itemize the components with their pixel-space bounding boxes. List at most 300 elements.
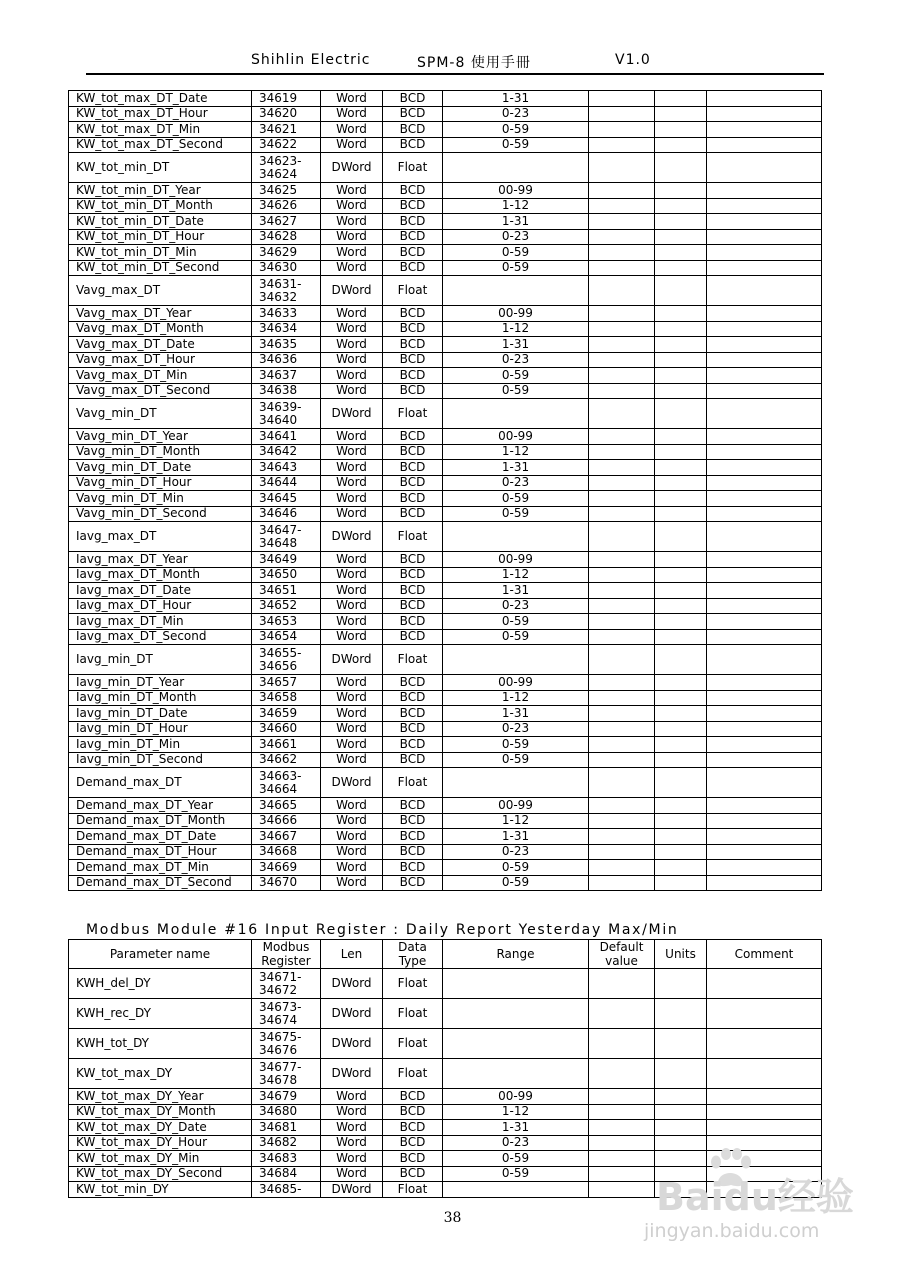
- range-cell: 0-59: [443, 1166, 589, 1182]
- data-type-cell: BCD: [383, 1135, 443, 1151]
- data-type-cell: BCD: [383, 721, 443, 737]
- comment-cell: [707, 214, 822, 230]
- table-row: [69, 844, 822, 860]
- units-cell: [655, 260, 707, 276]
- data-type-cell: Float: [383, 969, 443, 999]
- units-cell: [655, 491, 707, 507]
- table-row: [69, 1059, 822, 1089]
- range-cell: [443, 645, 589, 675]
- len-cell: Word: [321, 706, 383, 722]
- comment-cell: [707, 260, 822, 276]
- parameter-name-cell: Vavg_max_DT_Hour: [69, 352, 252, 368]
- modbus-register-cell: 34653: [252, 614, 321, 630]
- parameter-name-cell: Iavg_min_DT_Month: [69, 690, 252, 706]
- default-value-cell: [589, 429, 655, 445]
- len-cell: Word: [321, 444, 383, 460]
- units-cell: [655, 629, 707, 645]
- data-type-cell: Float: [383, 1182, 443, 1198]
- modbus-register-cell: 34633: [252, 306, 321, 322]
- len-cell: Word: [321, 1151, 383, 1167]
- len-cell: Word: [321, 690, 383, 706]
- table-row: [69, 737, 822, 753]
- len-cell: Word: [321, 798, 383, 814]
- data-type-cell: Float: [383, 399, 443, 429]
- units-cell: [655, 598, 707, 614]
- default-value-cell: [589, 1104, 655, 1120]
- comment-cell: [707, 383, 822, 399]
- modbus-register-cell: 34659: [252, 706, 321, 722]
- default-value-cell: [589, 598, 655, 614]
- data-type-cell: BCD: [383, 598, 443, 614]
- units-cell: [655, 875, 707, 891]
- table-row: [69, 91, 822, 107]
- data-type-cell: BCD: [383, 91, 443, 107]
- range-cell: 0-59: [443, 137, 589, 153]
- modbus-register-cell: 34639- 34640: [252, 399, 321, 429]
- default-value-cell: [589, 1059, 655, 1089]
- default-value-cell: [589, 352, 655, 368]
- comment-cell: [707, 183, 822, 199]
- default-value-cell: [589, 706, 655, 722]
- default-value-cell: [589, 444, 655, 460]
- len-cell: DWord: [321, 276, 383, 306]
- range-cell: 0-59: [443, 860, 589, 876]
- len-cell: DWord: [321, 153, 383, 183]
- table-row: [69, 321, 822, 337]
- parameter-name-cell: Iavg_min_DT_Date: [69, 706, 252, 722]
- comment-cell: [707, 1120, 822, 1136]
- range-cell: 1-31: [443, 1120, 589, 1136]
- modbus-register-cell: 34637: [252, 368, 321, 384]
- comment-cell: [707, 798, 822, 814]
- comment-cell: [707, 860, 822, 876]
- modbus-register-cell: 34622: [252, 137, 321, 153]
- range-cell: 0-59: [443, 368, 589, 384]
- data-type-cell: BCD: [383, 583, 443, 599]
- comment-cell: [707, 675, 822, 691]
- modbus-register-cell: 34643: [252, 460, 321, 476]
- units-cell: [655, 245, 707, 261]
- table-row: [69, 798, 822, 814]
- len-cell: Word: [321, 214, 383, 230]
- comment-cell: [707, 829, 822, 845]
- len-cell: Word: [321, 460, 383, 476]
- modbus-register-cell: 34680: [252, 1104, 321, 1120]
- data-type-cell: BCD: [383, 429, 443, 445]
- modbus-register-cell: 34675- 34676: [252, 1029, 321, 1059]
- parameter-name-cell: Vavg_max_DT_Month: [69, 321, 252, 337]
- data-type-cell: BCD: [383, 260, 443, 276]
- data-type-cell: BCD: [383, 506, 443, 522]
- data-type-cell: BCD: [383, 798, 443, 814]
- table-row: [69, 153, 822, 183]
- range-cell: 00-99: [443, 306, 589, 322]
- comment-cell: [707, 552, 822, 568]
- data-type-cell: BCD: [383, 629, 443, 645]
- range-cell: 0-59: [443, 260, 589, 276]
- modbus-register-cell: 34671- 34672: [252, 969, 321, 999]
- parameter-name-cell: KW_tot_max_DY_Second: [69, 1166, 252, 1182]
- parameter-name-cell: Iavg_max_DT_Second: [69, 629, 252, 645]
- parameter-name-cell: Vavg_min_DT_Second: [69, 506, 252, 522]
- default-value-cell: [589, 737, 655, 753]
- data-type-cell: BCD: [383, 198, 443, 214]
- modbus-register-cell: 34627: [252, 214, 321, 230]
- units-cell: [655, 813, 707, 829]
- column-header: Parameter name: [69, 940, 252, 969]
- units-cell: [655, 229, 707, 245]
- modbus-register-cell: 34645: [252, 491, 321, 507]
- range-cell: 1-12: [443, 321, 589, 337]
- parameter-name-cell: KW_tot_max_DT_Second: [69, 137, 252, 153]
- range-cell: 0-23: [443, 352, 589, 368]
- column-header: Modbus Register: [252, 940, 321, 969]
- comment-cell: [707, 229, 822, 245]
- data-type-cell: Float: [383, 768, 443, 798]
- range-cell: 1-12: [443, 444, 589, 460]
- table-row: [69, 614, 822, 630]
- parameter-name-cell: Demand_max_DT_Date: [69, 829, 252, 845]
- comment-cell: [707, 1029, 822, 1059]
- data-type-cell: BCD: [383, 229, 443, 245]
- modbus-register-cell: 34651: [252, 583, 321, 599]
- parameter-name-cell: Iavg_min_DT_Hour: [69, 721, 252, 737]
- data-type-cell: BCD: [383, 1151, 443, 1167]
- range-cell: [443, 768, 589, 798]
- units-cell: [655, 1089, 707, 1105]
- range-cell: 1-12: [443, 1104, 589, 1120]
- len-cell: Word: [321, 829, 383, 845]
- range-cell: 0-23: [443, 721, 589, 737]
- comment-cell: [707, 645, 822, 675]
- units-cell: [655, 460, 707, 476]
- default-value-cell: [589, 106, 655, 122]
- modbus-register-cell: 34635: [252, 337, 321, 353]
- header-version: V1.0: [615, 52, 651, 68]
- parameter-name-cell: KW_tot_min_DT_Date: [69, 214, 252, 230]
- data-type-cell: BCD: [383, 460, 443, 476]
- range-cell: [443, 1182, 589, 1198]
- parameter-name-cell: KW_tot_max_DY_Date: [69, 1120, 252, 1136]
- range-cell: 0-59: [443, 122, 589, 138]
- range-cell: 1-31: [443, 829, 589, 845]
- data-type-cell: BCD: [383, 352, 443, 368]
- parameter-name-cell: Vavg_min_DT_Year: [69, 429, 252, 445]
- comment-cell: [707, 813, 822, 829]
- comment-cell: [707, 598, 822, 614]
- parameter-name-cell: Demand_max_DT_Month: [69, 813, 252, 829]
- units-cell: [655, 583, 707, 599]
- table-row: [69, 629, 822, 645]
- data-type-cell: BCD: [383, 1104, 443, 1120]
- table-row: [69, 875, 822, 891]
- data-type-cell: Float: [383, 999, 443, 1029]
- table-row: [69, 522, 822, 552]
- parameter-name-cell: Vavg_min_DT_Month: [69, 444, 252, 460]
- range-cell: 0-59: [443, 506, 589, 522]
- column-header: Range: [443, 940, 589, 969]
- table-header-row: [69, 940, 822, 969]
- column-header: Units: [655, 940, 707, 969]
- header-title: SPM-8 使用手冊: [417, 55, 531, 71]
- table-row: [69, 368, 822, 384]
- units-cell: [655, 1104, 707, 1120]
- units-cell: [655, 368, 707, 384]
- range-cell: 0-23: [443, 1135, 589, 1151]
- len-cell: Word: [321, 860, 383, 876]
- modbus-register-cell: 34644: [252, 475, 321, 491]
- default-value-cell: [589, 460, 655, 476]
- comment-cell: [707, 368, 822, 384]
- len-cell: DWord: [321, 645, 383, 675]
- range-cell: 00-99: [443, 798, 589, 814]
- units-cell: [655, 737, 707, 753]
- len-cell: Word: [321, 429, 383, 445]
- comment-cell: [707, 1059, 822, 1089]
- table-row: [69, 429, 822, 445]
- parameter-name-cell: Vavg_max_DT_Year: [69, 306, 252, 322]
- default-value-cell: [589, 875, 655, 891]
- table-row: [69, 183, 822, 199]
- range-cell: [443, 969, 589, 999]
- range-cell: 0-23: [443, 844, 589, 860]
- table-row: [69, 276, 822, 306]
- parameter-name-cell: Iavg_max_DT_Hour: [69, 598, 252, 614]
- comment-cell: [707, 122, 822, 138]
- units-cell: [655, 429, 707, 445]
- units-cell: [655, 645, 707, 675]
- table-row: [69, 214, 822, 230]
- units-cell: [655, 506, 707, 522]
- comment-cell: [707, 506, 822, 522]
- len-cell: Word: [321, 614, 383, 630]
- data-type-cell: BCD: [383, 245, 443, 261]
- units-cell: [655, 999, 707, 1029]
- units-cell: [655, 183, 707, 199]
- len-cell: Word: [321, 122, 383, 138]
- column-header: Comment: [707, 940, 822, 969]
- table-row: [69, 337, 822, 353]
- units-cell: [655, 567, 707, 583]
- modbus-register-cell: 34665: [252, 798, 321, 814]
- len-cell: Word: [321, 383, 383, 399]
- comment-cell: [707, 276, 822, 306]
- range-cell: 0-59: [443, 737, 589, 753]
- modbus-register-cell: 34650: [252, 567, 321, 583]
- default-value-cell: [589, 675, 655, 691]
- modbus-register-cell: 34654: [252, 629, 321, 645]
- modbus-register-cell: 34667: [252, 829, 321, 845]
- parameter-name-cell: KW_tot_max_DT_Hour: [69, 106, 252, 122]
- table-row: [69, 229, 822, 245]
- data-type-cell: BCD: [383, 552, 443, 568]
- modbus-register-cell: 34668: [252, 844, 321, 860]
- modbus-register-cell: 34673- 34674: [252, 999, 321, 1029]
- comment-cell: [707, 999, 822, 1029]
- modbus-register-cell: 34649: [252, 552, 321, 568]
- default-value-cell: [589, 368, 655, 384]
- comment-cell: [707, 429, 822, 445]
- register-table-continued: [68, 90, 822, 891]
- range-cell: 1-31: [443, 583, 589, 599]
- default-value-cell: [589, 276, 655, 306]
- units-cell: [655, 690, 707, 706]
- units-cell: [655, 1059, 707, 1089]
- range-cell: 0-59: [443, 245, 589, 261]
- table-row: [69, 645, 822, 675]
- comment-cell: [707, 137, 822, 153]
- len-cell: Word: [321, 91, 383, 107]
- modbus-register-cell: 34683: [252, 1151, 321, 1167]
- len-cell: Word: [321, 1120, 383, 1136]
- units-cell: [655, 768, 707, 798]
- data-type-cell: BCD: [383, 1089, 443, 1105]
- comment-cell: [707, 737, 822, 753]
- modbus-register-cell: 34660: [252, 721, 321, 737]
- len-cell: DWord: [321, 999, 383, 1029]
- len-cell: Word: [321, 1166, 383, 1182]
- len-cell: DWord: [321, 969, 383, 999]
- len-cell: Word: [321, 813, 383, 829]
- range-cell: 1-31: [443, 214, 589, 230]
- range-cell: [443, 276, 589, 306]
- modbus-register-cell: 34669: [252, 860, 321, 876]
- default-value-cell: [589, 768, 655, 798]
- comment-cell: [707, 306, 822, 322]
- units-cell: [655, 198, 707, 214]
- parameter-name-cell: Iavg_max_DT_Month: [69, 567, 252, 583]
- header-company: Shihlin Electric: [251, 52, 371, 68]
- default-value-cell: [589, 153, 655, 183]
- units-cell: [655, 614, 707, 630]
- range-cell: 0-23: [443, 598, 589, 614]
- table-row: [69, 567, 822, 583]
- len-cell: Word: [321, 752, 383, 768]
- table-row: [69, 1029, 822, 1059]
- parameter-name-cell: Iavg_min_DT_Min: [69, 737, 252, 753]
- watermark-brand: Baidu经验: [656, 1175, 854, 1219]
- default-value-cell: [589, 399, 655, 429]
- len-cell: Word: [321, 306, 383, 322]
- parameter-name-cell: Iavg_max_DT_Min: [69, 614, 252, 630]
- default-value-cell: [589, 860, 655, 876]
- table-row: [69, 752, 822, 768]
- parameter-name-cell: KW_tot_max_DT_Min: [69, 122, 252, 138]
- table-row: [69, 860, 822, 876]
- len-cell: DWord: [321, 1059, 383, 1089]
- parameter-name-cell: KW_tot_min_DT_Year: [69, 183, 252, 199]
- range-cell: 0-59: [443, 1151, 589, 1167]
- modbus-register-cell: 34620: [252, 106, 321, 122]
- modbus-register-cell: 34670: [252, 875, 321, 891]
- table-row: [69, 475, 822, 491]
- len-cell: Word: [321, 506, 383, 522]
- len-cell: Word: [321, 183, 383, 199]
- len-cell: DWord: [321, 1029, 383, 1059]
- units-cell: [655, 1120, 707, 1136]
- units-cell: [655, 475, 707, 491]
- len-cell: Word: [321, 737, 383, 753]
- len-cell: Word: [321, 875, 383, 891]
- table-row: [69, 813, 822, 829]
- range-cell: 00-99: [443, 675, 589, 691]
- default-value-cell: [589, 337, 655, 353]
- units-cell: [655, 306, 707, 322]
- modbus-register-cell: 34642: [252, 444, 321, 460]
- table-row: [69, 1104, 822, 1120]
- range-cell: 1-31: [443, 337, 589, 353]
- units-cell: [655, 706, 707, 722]
- range-cell: 0-23: [443, 229, 589, 245]
- parameter-name-cell: KW_tot_min_DT_Min: [69, 245, 252, 261]
- data-type-cell: BCD: [383, 875, 443, 891]
- data-type-cell: BCD: [383, 122, 443, 138]
- parameter-name-cell: KW_tot_min_DT: [69, 153, 252, 183]
- modbus-register-cell: 34655- 34656: [252, 645, 321, 675]
- modbus-register-cell: 34623- 34624: [252, 153, 321, 183]
- default-value-cell: [589, 137, 655, 153]
- parameter-name-cell: Demand_max_DT_Year: [69, 798, 252, 814]
- default-value-cell: [589, 798, 655, 814]
- column-header: Len: [321, 940, 383, 969]
- modbus-register-cell: 34621: [252, 122, 321, 138]
- default-value-cell: [589, 122, 655, 138]
- modbus-register-cell: 34661: [252, 737, 321, 753]
- data-type-cell: BCD: [383, 106, 443, 122]
- len-cell: Word: [321, 598, 383, 614]
- units-cell: [655, 399, 707, 429]
- len-cell: Word: [321, 245, 383, 261]
- parameter-name-cell: Vavg_min_DT_Hour: [69, 475, 252, 491]
- len-cell: Word: [321, 321, 383, 337]
- default-value-cell: [589, 1089, 655, 1105]
- units-cell: [655, 321, 707, 337]
- units-cell: [655, 969, 707, 999]
- range-cell: 1-12: [443, 198, 589, 214]
- len-cell: DWord: [321, 768, 383, 798]
- range-cell: [443, 1059, 589, 1089]
- data-type-cell: BCD: [383, 337, 443, 353]
- range-cell: 1-31: [443, 91, 589, 107]
- range-cell: 0-59: [443, 491, 589, 507]
- parameter-name-cell: Vavg_min_DT: [69, 399, 252, 429]
- parameter-name-cell: Iavg_min_DT_Year: [69, 675, 252, 691]
- units-cell: [655, 752, 707, 768]
- len-cell: Word: [321, 475, 383, 491]
- len-cell: Word: [321, 1104, 383, 1120]
- default-value-cell: [589, 844, 655, 860]
- comment-cell: [707, 844, 822, 860]
- units-cell: [655, 153, 707, 183]
- default-value-cell: [589, 506, 655, 522]
- default-value-cell: [589, 321, 655, 337]
- range-cell: 00-99: [443, 1089, 589, 1105]
- data-type-cell: Float: [383, 645, 443, 675]
- data-type-cell: BCD: [383, 690, 443, 706]
- modbus-register-cell: 34629: [252, 245, 321, 261]
- data-type-cell: Float: [383, 1029, 443, 1059]
- table-row: [69, 583, 822, 599]
- modbus-register-cell: 34677- 34678: [252, 1059, 321, 1089]
- default-value-cell: [589, 475, 655, 491]
- comment-cell: [707, 460, 822, 476]
- modbus-register-cell: 34630: [252, 260, 321, 276]
- len-cell: Word: [321, 368, 383, 384]
- units-cell: [655, 444, 707, 460]
- table-row: [69, 1089, 822, 1105]
- parameter-name-cell: KWH_tot_DY: [69, 1029, 252, 1059]
- table-row: [69, 306, 822, 322]
